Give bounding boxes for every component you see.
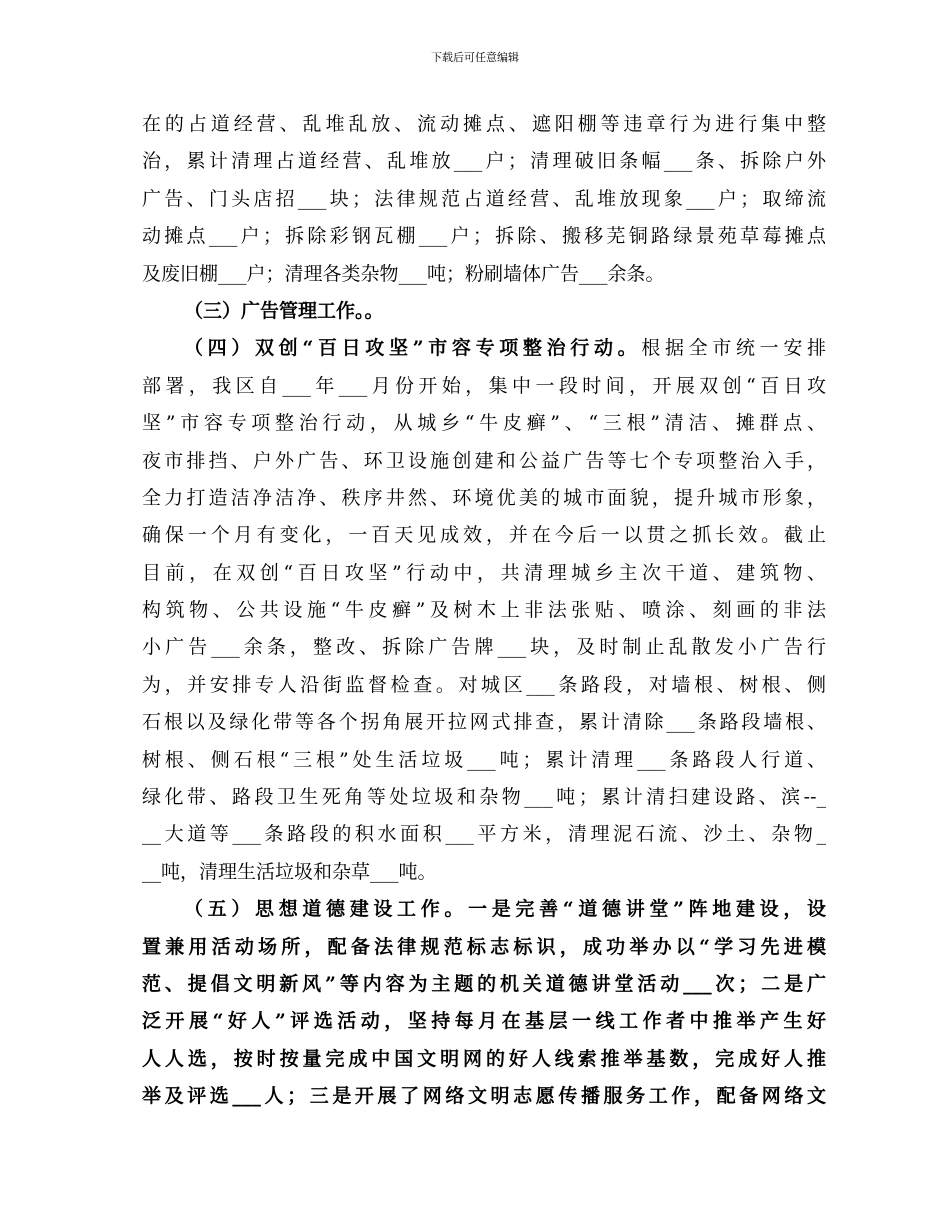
text-line: 构筑物、公共设施“牛皮癣”及树木上非法张贴、喷涂、刻画的非法 [142,599,826,622]
text-line: __吨，清理生活垃圾和杂草___吨。 [142,860,437,883]
section-heading-3: （三）广告管理工作。。 [184,299,384,322]
section-4-intro: 根据全市统一安排 [641,337,826,360]
text-line: 治，累计清理占道经营、乱堆放___户；清理破旧条幅___条、拆除户外 [142,150,826,173]
text-line: 及废旧棚___户；清理各类杂物___吨；粉刷墙体广告___余条。 [142,262,665,285]
text-line: 在的占道经营、乱堆乱放、流动摊点、遮阳棚等违章行为进行集中整 [142,113,826,135]
text-line: 夜市排挡、户外广告、环卫设施创建和公益广告等七个专项整治入手， [142,449,826,472]
text-line-bold: 置兼用活动场所，配备法律规范标志标识，成功举办以“学习先进模 [142,935,826,958]
text-line-bold: 人人选，按时按量完成中国文明网的好人线索推举基数，完成好人推 [142,1047,826,1070]
section-heading-4: （四）双创“百日攻坚”市容专项整治行动。 [184,337,642,360]
section-heading-4-line [142,330,826,367]
text-line: 树根、侧石根“三根”处生活垃圾___吨；累计清理___条路段人行道、 [142,748,826,771]
text-line-bold: 泛开展“好人”评选活动，坚持每月在基层一线工作者中推举产生好 [142,1010,826,1033]
document-body [142,106,826,1116]
text-line: 绿化带、路段卫生死角等处垃圾和杂物___吨；累计清扫建设路、滨--_ [142,786,826,809]
text-line: 广告、门头店招___块；法律规范占道经营、乱堆放现象___户；取缔流 [142,187,826,210]
text-line: 小广告___余条，整改、拆除广告牌___块，及时制止乱散发小广告行 [142,636,826,659]
text-line: 部署，我区自___年___月份开始，集中一段时间，开展双创“百日攻 [142,374,826,397]
section-heading-5: （五）思想道德建设工作。一是完善“道德讲堂”阵地建设，设 [184,898,826,921]
text-line: 全力打造洁净洁净、秩序井然、环境优美的城市面貌，提升城市形象， [142,486,826,509]
text-line: 坚”市容专项整治行动，从城乡“牛皮癣”、“三根”清洁、摊群点、 [142,412,826,435]
text-line-bold: 举及评选___人；三是开展了网络文明志愿传播服务工作，配备网络文 [142,1085,826,1108]
page-header: 下载后可任意编辑 [431,51,519,64]
text-line: 目前，在双创“百日攻坚”行动中，共清理城乡主次干道、建筑物、 [142,561,826,584]
text-line: __大道等___条路段的积水面积___平方米，清理泥石流、沙土、杂物_ [142,823,826,846]
text-line: 为，并安排专人沿街监督检查。对城区___条路段，对墙根、树根、侧 [142,673,826,696]
text-line: 石根以及绿化带等各个拐角展开拉网式排查，累计清除___条路段墙根、 [142,711,826,734]
text-line: 动摊点___户；拆除彩钢瓦棚___户；拆除、搬移芜铜路绿景苑草莓摊点 [142,225,826,248]
text-line: 确保一个月有变化，一百天见成效，并在今后一以贯之抓长效。截止 [142,524,826,547]
text-line-bold: 范、提倡文明新风”等内容为主题的机关道德讲堂活动___次；二是广 [142,972,826,995]
